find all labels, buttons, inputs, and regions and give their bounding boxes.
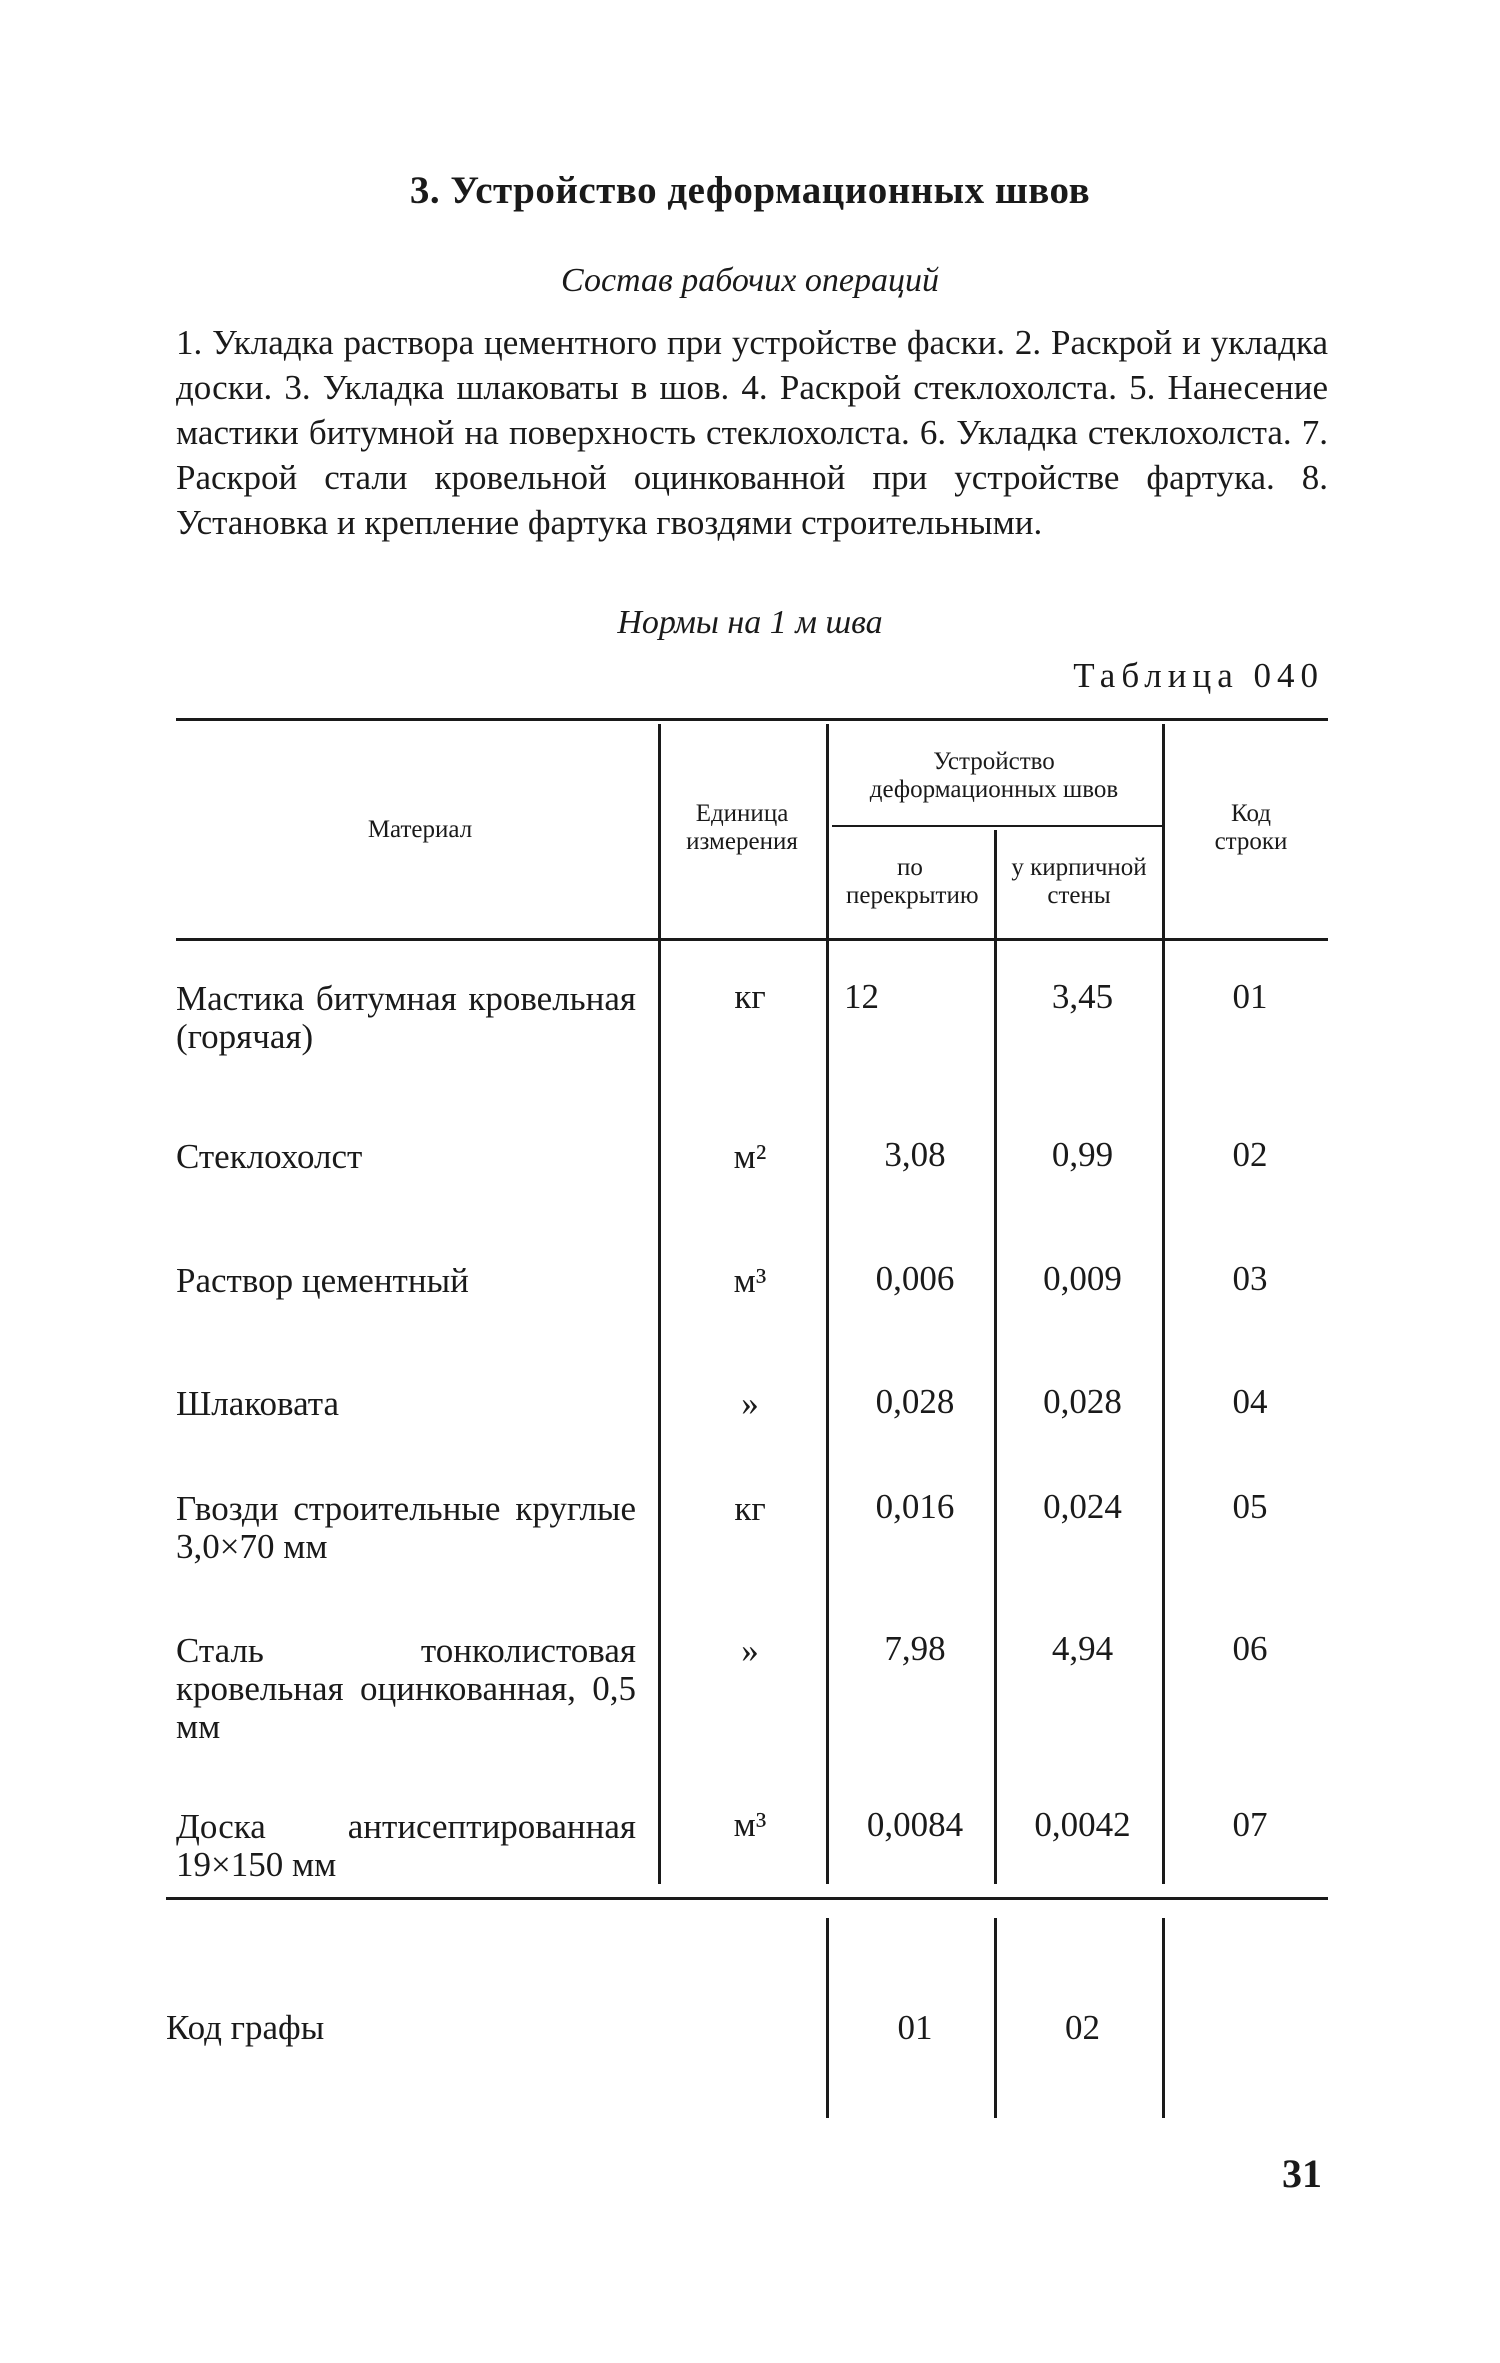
subsection-title: Состав рабочих операций [561,262,939,299]
footer-code-col2: 02 [1065,2008,1100,2047]
row-unit: кг [734,977,766,1016]
row-material: Гвозди строительные круглые 3,0×70 мм [176,1489,636,1566]
row-unit: м² [733,1137,767,1176]
footer-divider [1162,1918,1165,2118]
row-material: Доска антисептированная 19×150 мм [176,1807,636,1884]
table-top-rule [176,718,1328,721]
row-value-col1: 0,028 [875,1382,955,1421]
table-label: Таблица 040 [1073,656,1324,695]
footer-code-col1: 01 [897,2008,933,2047]
row-material: Шлаковата [176,1384,339,1423]
header-code: Код строки [1214,800,1288,855]
row-material: Стеклохолст [176,1137,363,1176]
row-value-col2: 0,0042 [1034,1805,1131,1844]
row-value-col2: 0,99 [1051,1135,1114,1174]
row-code: 06 [1232,1629,1268,1668]
row-value-col2: 0,009 [1043,1259,1122,1298]
row-value-col1: 7,98 [884,1629,946,1668]
row-material: Раствор цементный [176,1261,469,1300]
row-material: Мастика битумная кровельная (горячая) [176,979,636,1056]
row-value-col2: 0,024 [1043,1487,1122,1526]
row-value-col2: 4,94 [1051,1629,1114,1668]
row-value-col2: 3,45 [1051,977,1114,1016]
row-code: 02 [1232,1135,1268,1174]
page-number: 31 [1282,2151,1322,2196]
header-group: Устройство деформационных швов [869,748,1119,803]
header-col2: у кирпичной стены [1011,854,1147,909]
footer-divider [994,1918,997,2118]
column-divider [994,830,997,1884]
header-bottom-rule [176,938,1328,941]
row-value-col1: 3,08 [884,1135,946,1174]
header-material: Материал [367,816,473,843]
row-value-col1: 12 [844,977,879,1016]
row-code: 05 [1232,1487,1268,1526]
header-unit: Единица измерения [686,800,798,855]
footer-label: Код графы [166,2008,325,2047]
row-code: 07 [1232,1805,1268,1844]
footer-divider [826,1918,829,2118]
row-value-col1: 0,016 [875,1487,955,1526]
column-divider [826,724,829,1884]
column-divider [658,724,661,1884]
column-divider [1162,724,1165,1884]
row-material: Сталь тонколистовая кровельная оцинкованная, 0,5 мм [176,1631,636,1746]
row-code: 01 [1232,977,1268,1016]
row-value-col1: 0,006 [875,1259,955,1298]
row-code: 03 [1232,1259,1268,1298]
row-unit: м³ [733,1805,767,1844]
section-title: 3. Устройство деформационных швов [409,169,1091,212]
group-divider-rule [832,825,1162,827]
row-code: 04 [1232,1382,1268,1421]
row-unit: м³ [733,1261,767,1300]
header-col1: по перекрытию [846,854,979,909]
row-unit: » [741,1384,759,1423]
row-unit: кг [734,1489,766,1528]
row-value-col1: 0,0084 [866,1805,964,1844]
norms-title: Нормы на 1 м шва [617,604,883,641]
row-unit: » [741,1631,759,1670]
operations-paragraph: 1. Укладка раствора цементного при устройстве фаски. 2. Раскрой и укладка доски. 3. Укладка шлаковаты в шов. 4. Раскрой стеклохолста. 5. Нанесение мастики битумной на поверхность стеклохолста. 6. Укладка стеклохолста. 7. Раскрой стали кровельной оцинкованной при устройстве фартука. 8. Установка и крепление фартука гвоздями строительными. [176,323,1328,542]
row-value-col2: 0,028 [1043,1382,1122,1421]
table-bottom-rule [166,1897,1328,1900]
